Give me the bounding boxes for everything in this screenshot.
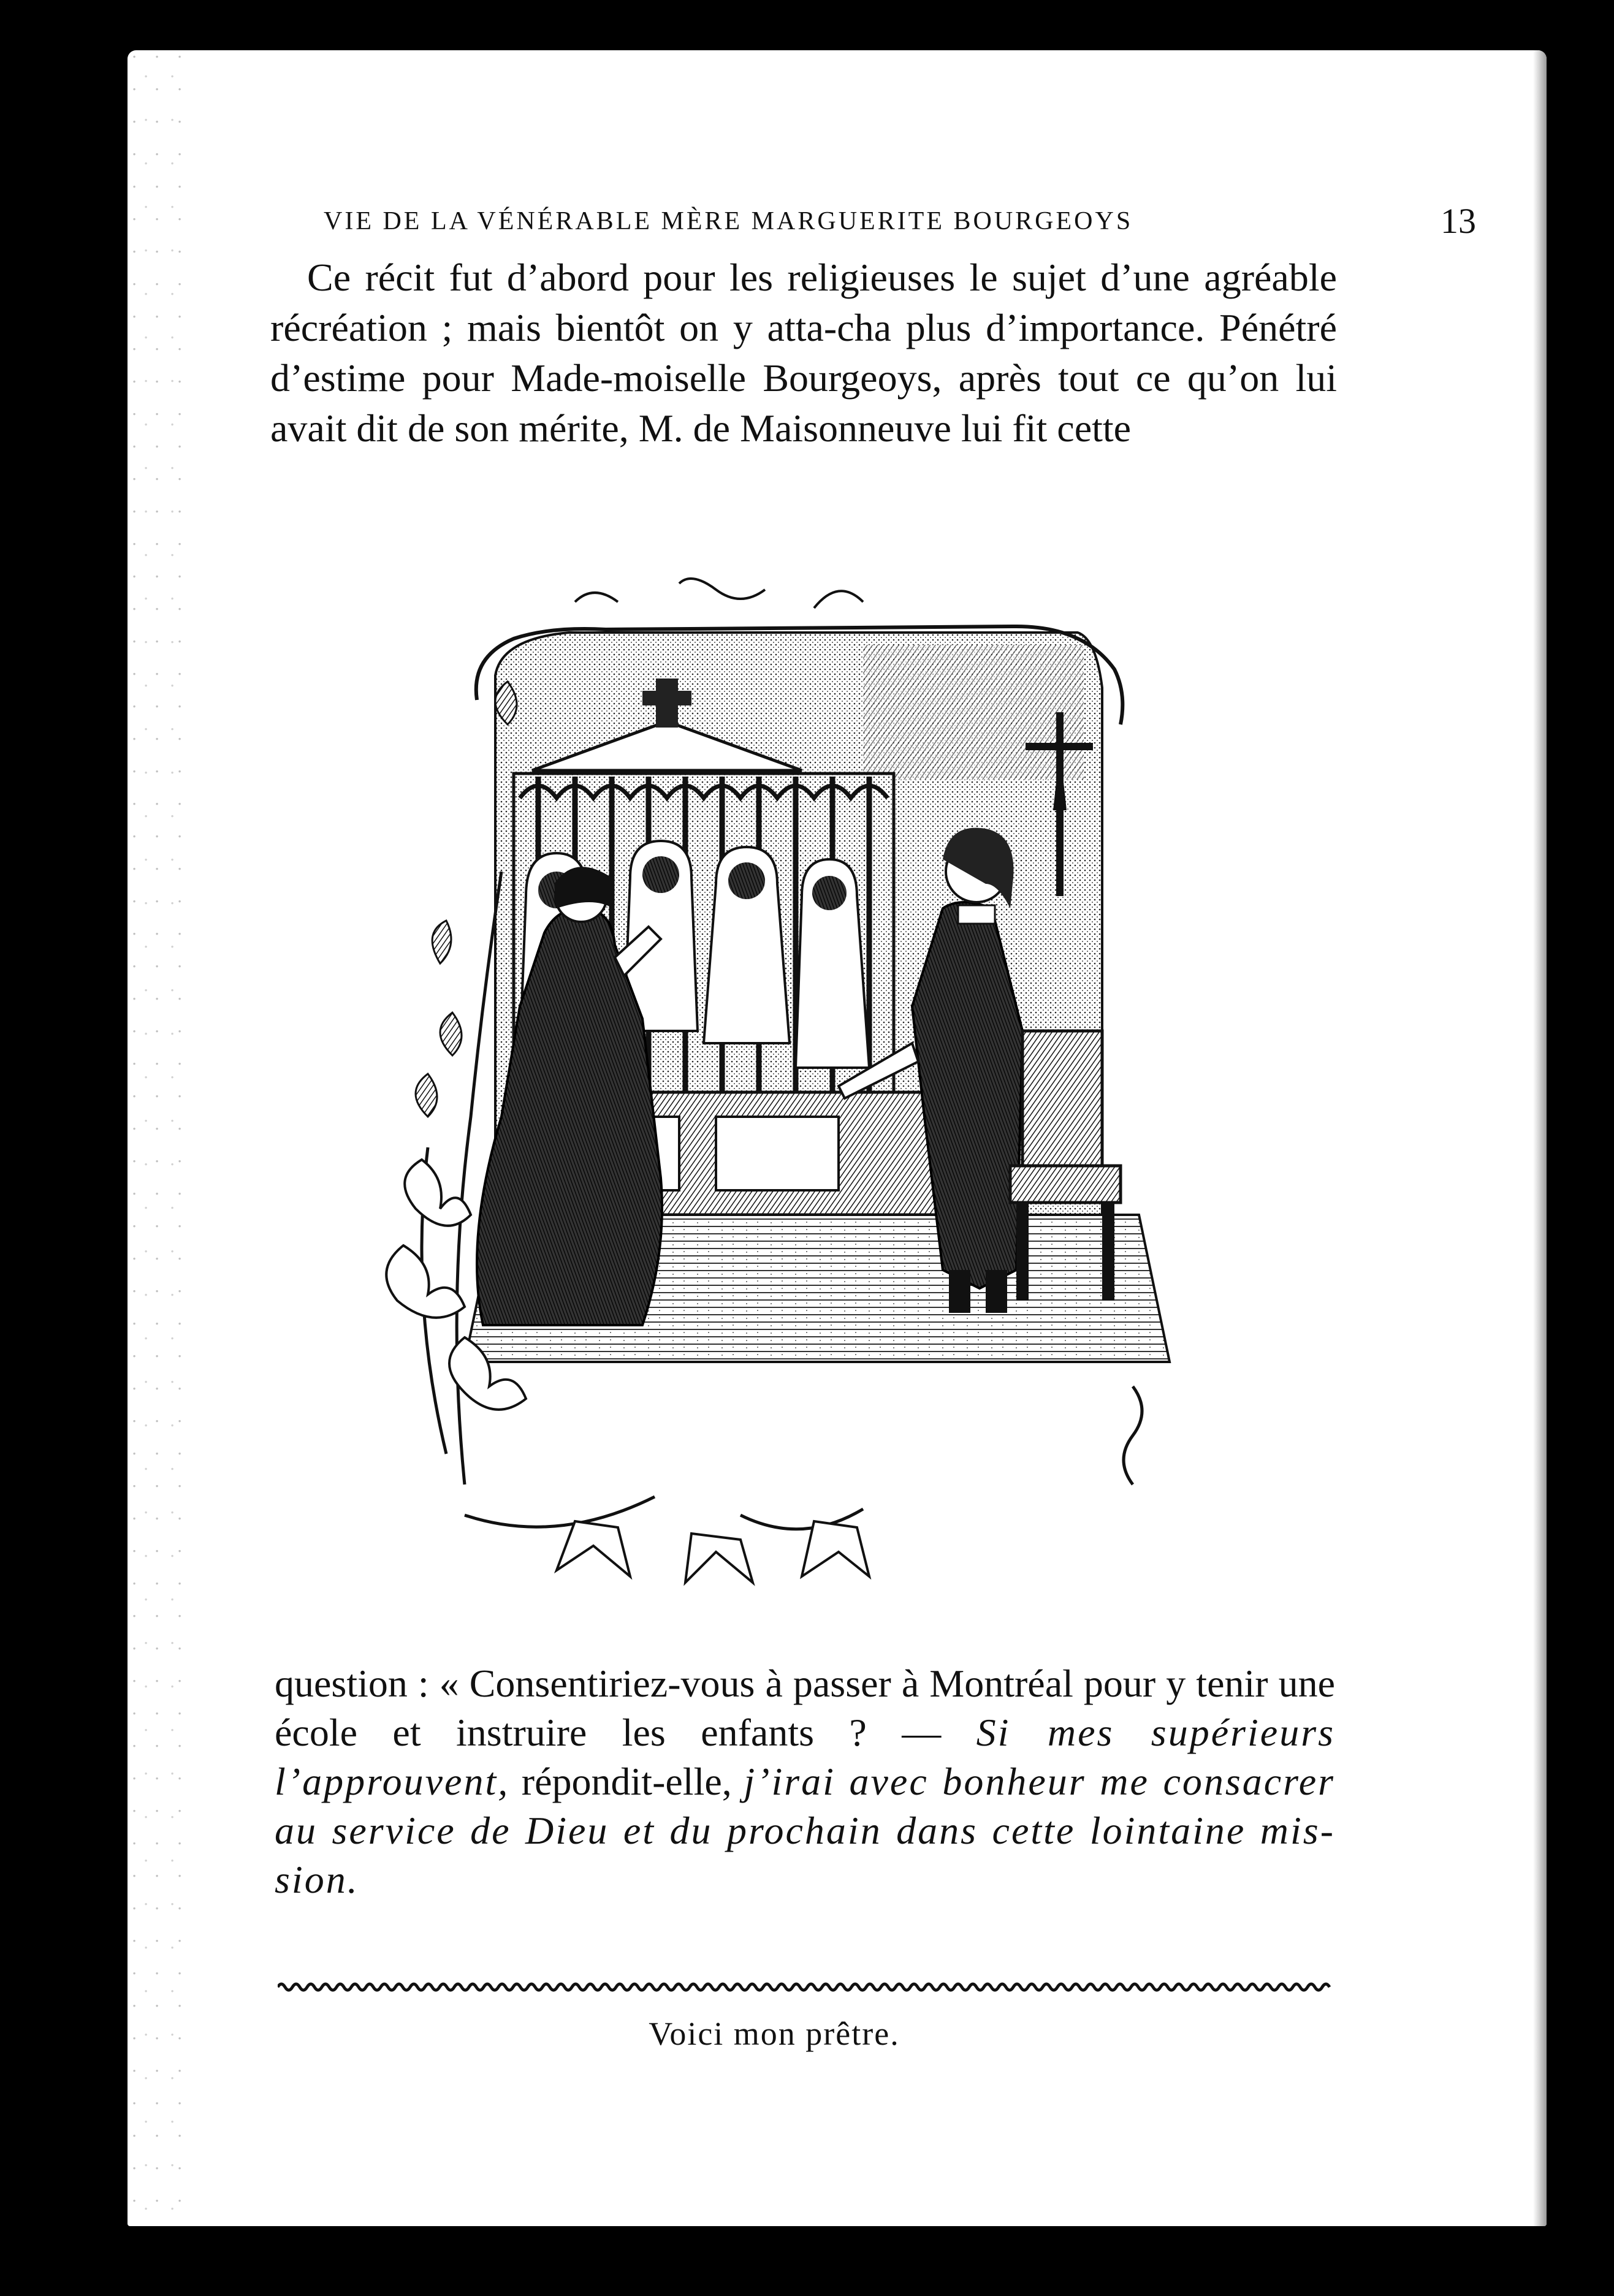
paragraph-2-roman-2: répondit-elle, — [509, 1760, 744, 1803]
paragraph-1: Ce récit fut d’abord pour les religieuses le sujet d’une agréable récréation ; mais bientôt on y atta-cha plus d’importance. Pénétré d’estime pour Made-moiselle Bourgeoys, après tout ce qu’on lui avait dit de son mérite, M. de Maisonneuve lui fit cette — [270, 256, 1337, 450]
body-text-top — [270, 253, 1337, 454]
page-number: 13 — [1441, 201, 1476, 241]
gutter-speckle — [128, 50, 195, 2226]
running-head-title: VIE DE LA VÉNÉRABLE MÈRE MARGUERITE BOURGEOYS — [324, 207, 1133, 235]
running-head — [324, 200, 1476, 245]
book-page — [128, 50, 1547, 2226]
illustration-caption: Voici mon prêtre. — [649, 2015, 900, 2052]
paragraph-2-italic-2: j’irai avec bonheur me consacrer au service de Dieu et du prochain dans cette lointaine mis-sion. — [275, 1760, 1336, 1901]
engraving-drawing — [373, 565, 1415, 1644]
paragraph-2-italic-1: Si mes supérieurs l’approuvent, — [275, 1711, 1336, 1803]
page-edge-shadow — [1533, 50, 1547, 2226]
paragraph-2-roman: question : « Consentiriez-vous à passer à Montréal pour y tenir une école et instruire les enfants ? — — [275, 1662, 1335, 1754]
engraving-illustration — [373, 565, 1415, 1644]
body-text-bottom — [275, 1659, 1335, 1904]
wavy-rule — [278, 1980, 1332, 1994]
paragraph-2 — [275, 1659, 1335, 1904]
